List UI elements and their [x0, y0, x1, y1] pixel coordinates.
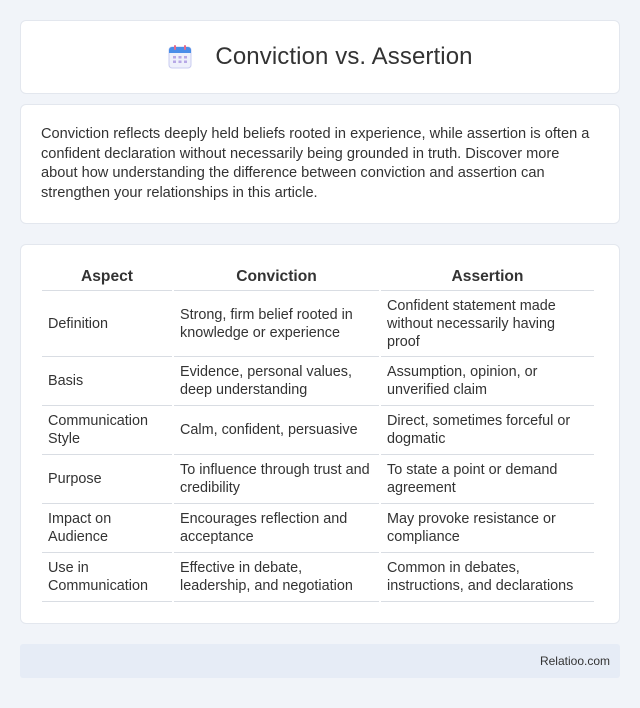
table-cell: May provoke resistance or compliance: [381, 504, 594, 553]
footer-brand: Relatioo.com: [539, 654, 610, 668]
table-row: [42, 291, 594, 357]
table-row: [42, 406, 594, 455]
table-row: [42, 357, 594, 406]
table-cell: Basis: [42, 357, 172, 406]
comparison-table: [40, 263, 596, 602]
table-cell: Direct, sometimes forceful or dogmatic: [381, 406, 594, 455]
table-cell: Strong, firm belief rooted in knowledge or experience: [174, 291, 379, 357]
intro-text: Conviction reflects deeply held beliefs rooted in experience, while assertion is often a confident declaration without necessarily being grounded in truth. Discover more about how understanding the difference between conviction and assertion can strengthen your relationships in this article.: [41, 126, 590, 201]
table-row: [42, 455, 594, 504]
table-cell: Impact on Audience: [42, 504, 172, 553]
table-cell: Confident statement made without necessarily having proof: [381, 291, 594, 357]
table-cell: Common in debates, instructions, and declarations: [381, 553, 594, 602]
table-cell: Calm, confident, persuasive: [174, 406, 379, 455]
table-cell: To influence through trust and credibility: [174, 455, 379, 504]
table-row: [42, 553, 594, 602]
header-conviction: Conviction: [174, 263, 379, 291]
intro-card: [20, 104, 620, 224]
table-cell: To state a point or demand agreement: [381, 455, 594, 504]
comparison-card: [20, 244, 620, 624]
table-cell: Encourages reflection and acceptance: [174, 504, 379, 553]
title-card: [20, 20, 620, 94]
table-row: [42, 504, 594, 553]
table-header-row: [42, 263, 594, 291]
table-cell: Use in Communication: [42, 553, 172, 602]
footer: [20, 644, 620, 678]
header-assertion: Assertion: [381, 263, 594, 291]
table-cell: Purpose: [42, 455, 172, 504]
table-cell: Definition: [42, 291, 172, 357]
table-cell: Effective in debate, leadership, and negotiation: [174, 553, 379, 602]
page-title: Conviction vs. Assertion: [215, 43, 473, 70]
table-cell: Evidence, personal values, deep understanding: [174, 357, 379, 406]
header-aspect: Aspect: [42, 263, 172, 291]
table-cell: Assumption, opinion, or unverified claim: [381, 357, 594, 406]
calendar-icon: [167, 44, 193, 70]
table-cell: Communication Style: [42, 406, 172, 455]
